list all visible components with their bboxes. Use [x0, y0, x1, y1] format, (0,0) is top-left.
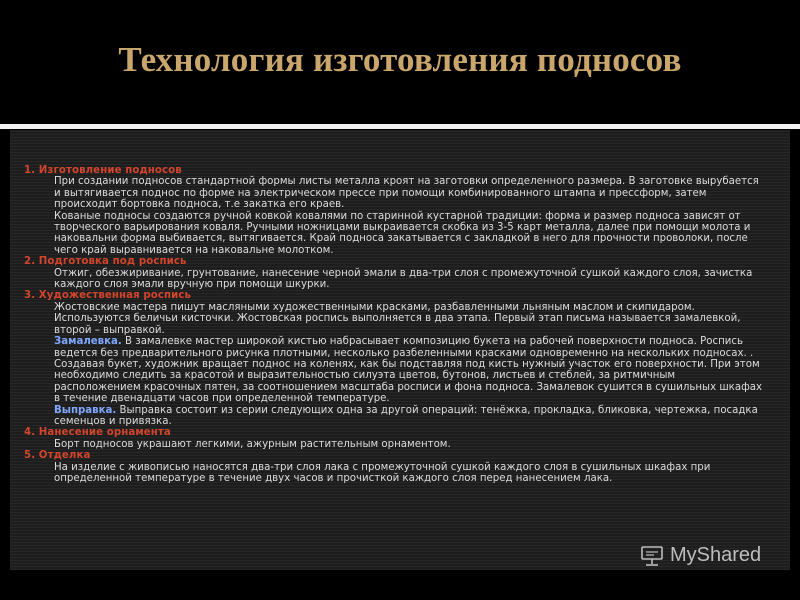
term-label: Замалевка. — [54, 336, 122, 348]
section-heading: 1. Изготовление подносов — [24, 165, 182, 176]
term-text: В замалевке мастер широкой кистью набрасывает композицию букета на рабочей поверхности подноса. Роспись ведется без предварительного рисунка плотными, несколько разбеленными красками одновременно на нескольких подносах. . Создавая букет, художник вращает поднос на коленях, как бы подставляя под кисть нужный участок его поверхности. При этом необходимо следить за красотой и выразительностью силуэта цветов, бутонов, листьев и стеблей, за ритмичным расположением красочных пятен, за соотношением масштаба росписи и фона подноса. Замалевок сушится в сушильных шкафах в течение двенадцати часов при определенной температуре. — [54, 336, 763, 405]
presentation-board-icon — [640, 546, 664, 566]
term-paragraph-vypravka — [54, 405, 764, 428]
section-1-text — [24, 176, 764, 256]
section-heading: 3. Художественная роспись — [24, 290, 192, 302]
title-bar — [0, 0, 800, 122]
section-paragraph: На изделие с живописью наносятся два-три слоя лака с промежуточной сушкой каждого слоя в сушильных шкафах при определенной температуре в течение двух часов и прочисткой каждого слоя перед нанесением лака. — [54, 461, 711, 484]
section-4-text — [24, 439, 764, 450]
section-paragraph: Отжиг, обезжиривание, грунтование, нанесение черной эмали в два-три слоя с промежуточной сушкой каждого слоя, зачистка каждого слоя эмали вручную при помощи шкурки. — [54, 267, 753, 291]
section-1 — [24, 165, 764, 256]
slide-title: Технология изготовления подносов — [118, 40, 682, 79]
section-heading: 5. Отделка — [24, 450, 91, 462]
section-2 — [24, 256, 764, 290]
section-paragraph: При создании подносов стандартной формы листы металла кроят на заготовки определенного размера. В заготовке вырубается и вытягивается поднос по форме на электрическом прессе при помощи комбинированного штампа и прессформ, затем происходит бортовка подноса, т.е закатка его краев. — [54, 176, 759, 211]
section-paragraph: Жостовские мастера пишут масляными художественными красками, разбавленными льняным маслом и скипидаром. Используются беличьи кисточки. Жостовская роспись выполняется в два этапа. Первый этап письма называется замалевкой, второй – выправкой. — [54, 301, 741, 336]
section-3 — [24, 290, 764, 427]
section-paragraph: Кованые подносы создаются ручной ковкой ковалями по старинной кустарной традиции: форма и размер подноса зависят от творческого варьирования коваля. Ручными ножницами выкраивается скобка из 3-5 карт металла, далее при помощи молота и наковальни форма выбивается, вытягивается. Край подноса закатывается с закладкой в него для прочности проволоки, после чего край выравнивается на наковальне молотком. — [54, 210, 751, 256]
section-2-text — [24, 268, 764, 291]
section-3-text — [24, 302, 764, 427]
section-5-text — [24, 462, 764, 485]
term-paragraph-zamalevka — [54, 336, 764, 404]
slide-body — [24, 165, 764, 484]
section-heading: 2. Подготовка под роспись — [24, 256, 187, 268]
section-4 — [24, 427, 764, 450]
watermark — [640, 544, 761, 567]
title-divider — [0, 124, 800, 129]
section-paragraph: Борт подносов украшают легкими, ажурным растительным орнаментом. — [54, 438, 451, 450]
watermark-text: MyShared — [670, 544, 762, 566]
term-label: Выправка. — [54, 404, 117, 416]
term-text: Выправка состоит из серии следующих одна за другой операций: тенёжка, прокладка, бликовка, чертежка, посадка семенцов и привязка. — [54, 404, 758, 427]
section-heading: 4. Нанесение орнамента — [24, 427, 171, 439]
section-5 — [24, 450, 764, 484]
